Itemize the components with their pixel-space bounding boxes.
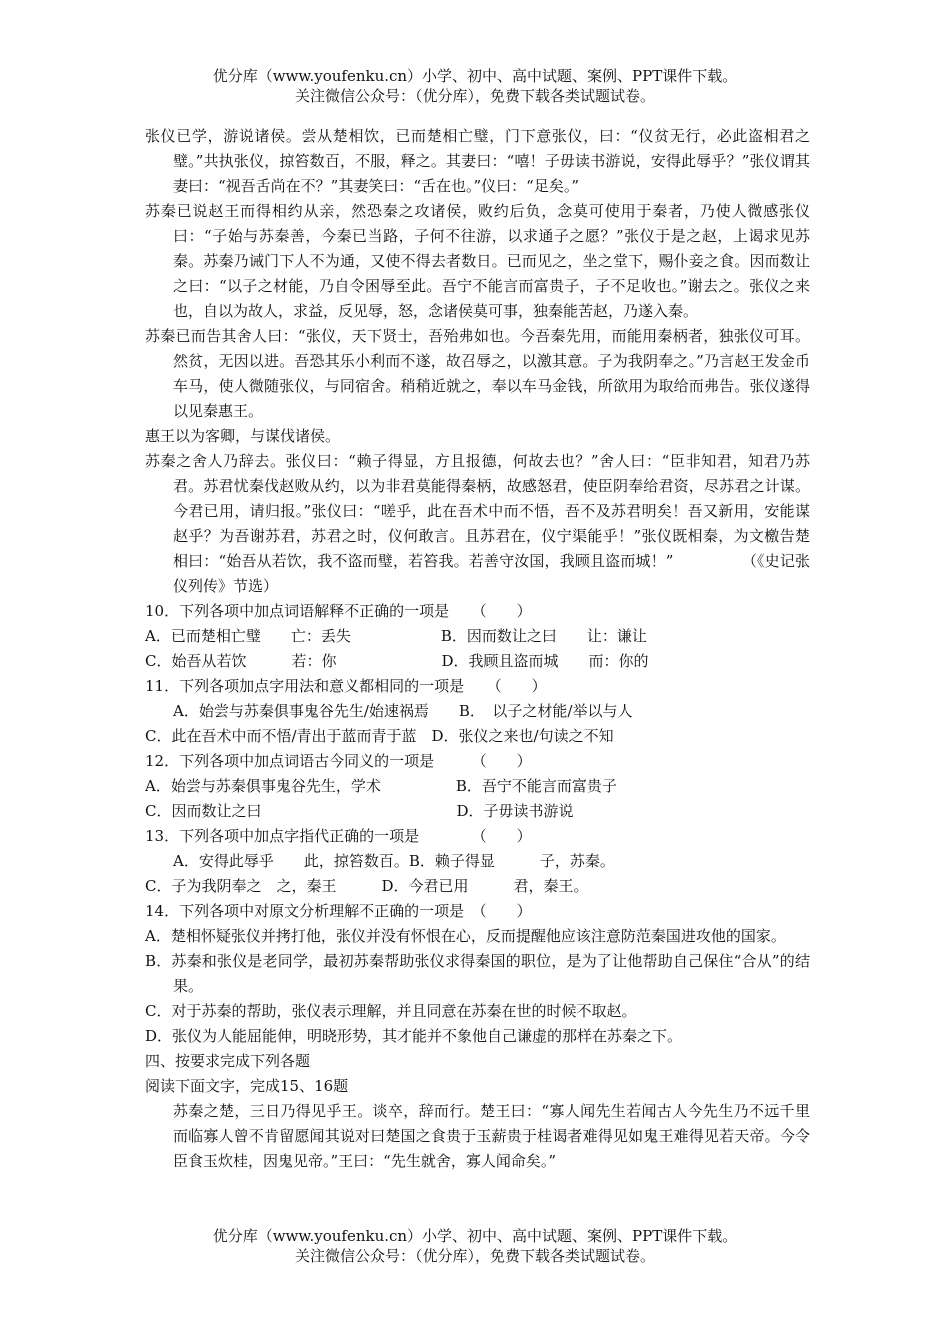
passage-paragraph-1: 张仪已学，游说诸侯。尝从楚相饮，已而楚相亡璧，门下意张仪，曰：“仪贫无行，必此盗相君之璧。”共执张仪，掠笞数百，不服，释之。其妻曰：“嘻！子毋读书游说，安得此辱乎？”张仪谓其妻曰：“视吾舌尚在不？”其妻笑曰：“舌在也。”仪曰：“足矣。” xyxy=(145,127,810,195)
page-header xyxy=(0,66,950,106)
question-14-stem: 14．下列各项中对原文分析理解不正确的一项是 （ ） xyxy=(145,902,532,920)
document-body xyxy=(145,124,810,1174)
question-12-options-cd: C．因而数让之曰 D．子毋读书游说 xyxy=(145,802,574,820)
question-11-options-ab: A．始尝与苏秦俱事鬼谷先生/始速祸焉 B． 以子之材能/举以与人 xyxy=(173,702,633,720)
question-14-option-b: B．苏秦和张仪是老同学，最初苏秦帮助张仪求得秦国的职位，是为了让他帮助自己保住“合从”的结果。 xyxy=(145,952,810,995)
question-11-stem: 11．下列各项加点字用法和意义都相同的一项是 （ ） xyxy=(145,677,547,695)
question-13-options-ab: A．安得此辱乎 此，掠笞数百。B．赖子得显 子，苏秦。 xyxy=(173,852,615,870)
question-10-options-ab: A．已而楚相亡璧 亡：丢失 B．因而数让之曰 让：谦让 xyxy=(145,627,647,645)
passage-paragraph-5: 苏秦之舍人乃辞去。张仪曰：“赖子得显，方且报德，何故去也？”舍人曰：“臣非知君，知君乃苏君。苏君忧秦伐赵败从约，以为非君莫能得秦柄，故感怒君，使臣阴奉给君资，尽苏君之计谋。今君已用，请归报。”张仪曰：“嗟乎，此在吾术中而不悟，吾不及苏君明矣！吾又新用，安能谋赵乎？为吾谢苏君，苏君之时，仪何敢言。且苏君在，仪宁渠能乎！”张仪既相秦，为文檄告楚相曰：“始吾从若饮，我不盗而璧，若笞我。若善守汝国，我顾且盗而城！” （《史记张仪列传》节选） xyxy=(145,452,810,595)
header-line-1: 优分库（www.youfenku.cn）小学、初中、高中试题、案例、PPT课件下载。 xyxy=(212,67,738,85)
question-12-options-ab: A．始尝与苏秦俱事鬼谷先生，学术 B．吾宁不能言而富贵子 xyxy=(145,777,617,795)
footer-line-2: 关注微信公众号：（优分库），免费下载各类试题试卷。 xyxy=(294,1247,655,1265)
passage-paragraph-3: 苏秦已而告其舍人曰：“张仪，天下贤士，吾殆弗如也。今吾秦先用，而能用秦柄者，独张仪可耳。然贫，无因以进。吾恐其乐小利而不遂，故召辱之，以激其意。子为我阴奉之。”乃言赵王发金币车马，使人微随张仪，与同宿舍。稍稍近就之，奉以车马金钱，所欲用为取给而弗告。张仪遂得以见秦惠王。 xyxy=(145,327,810,420)
question-11-options-cd: C．此在吾术中而不悟/青出于蓝而青于蓝 D．张仪之来也/句读之不知 xyxy=(145,727,614,745)
question-14-option-a: A．楚相怀疑张仪并拷打他，张仪并没有怀恨在心，反而提醒他应该注意防范秦国进攻他的国家。 xyxy=(145,927,786,945)
question-13-stem: 13．下列各项中加点字指代正确的一项是 （ ） xyxy=(145,827,532,845)
passage-paragraph-2: 苏秦已说赵王而得相约从亲，然恐秦之攻诸侯，败约后负，念莫可使用于秦者，乃使人微感张仪曰：“子始与苏秦善，今秦已当路，子何不往游，以求通子之愿？”张仪于是之赵，上谒求见苏秦。苏秦乃诫门下人不为通，又使不得去者数日。已而见之，坐之堂下，赐仆妾之食。因而数让之曰：“以子之材能，乃自令困辱至此。吾宁不能言而富贵子，子不足收也。”谢去之。张仪之来也，自以为故人，求益，反见辱，怒，念诸侯莫可事，独秦能苦赵，乃遂入秦。 xyxy=(145,202,810,320)
question-14-option-c: C．对于苏秦的帮助，张仪表示理解，并且同意在苏秦在世的时候不取赵。 xyxy=(145,1002,637,1020)
question-14-option-d: D．张仪为人能屈能伸，明晓形势，其才能并不象他自己谦虚的那样在苏秦之下。 xyxy=(145,1027,683,1045)
section-4-instruction: 阅读下面文字，完成15、16题 xyxy=(145,1077,349,1095)
header-line-2: 关注微信公众号：（优分库），免费下载各类试题试卷。 xyxy=(294,87,655,105)
section-4-title: 四、按要求完成下列各题 xyxy=(145,1052,311,1070)
passage-paragraph-4: 惠王以为客卿，与谋伐诸侯。 xyxy=(145,427,341,445)
section-4-passage: 苏秦之楚，三日乃得见乎王。谈卒，辞而行。楚王曰：“寡人闻先生若闻古人今先生乃不远千里而临寡人曾不肯留愿闻其说对曰楚国之食贵于玉薪贵于桂谒者难得见如鬼王难得见若天帝。今令臣食玉炊桂，因鬼见帝。”王曰：“先生就舍，寡人闻命矣。” xyxy=(173,1102,810,1170)
page-footer xyxy=(0,1226,950,1266)
question-13-options-cd: C．子为我阴奉之 之，秦王 D．今君已用 君，秦王。 xyxy=(145,877,589,895)
question-12-stem: 12．下列各项中加点词语古今同义的一项是 （ ） xyxy=(145,752,532,770)
footer-line-1: 优分库（www.youfenku.cn）小学、初中、高中试题、案例、PPT课件下载。 xyxy=(212,1227,738,1245)
question-10-options-cd: C．始吾从若饮 若：你 D．我顾且盗而城 而：你的 xyxy=(145,652,649,670)
question-10-stem: 10．下列各项中加点词语解释不正确的一项是 （ ） xyxy=(145,602,532,620)
